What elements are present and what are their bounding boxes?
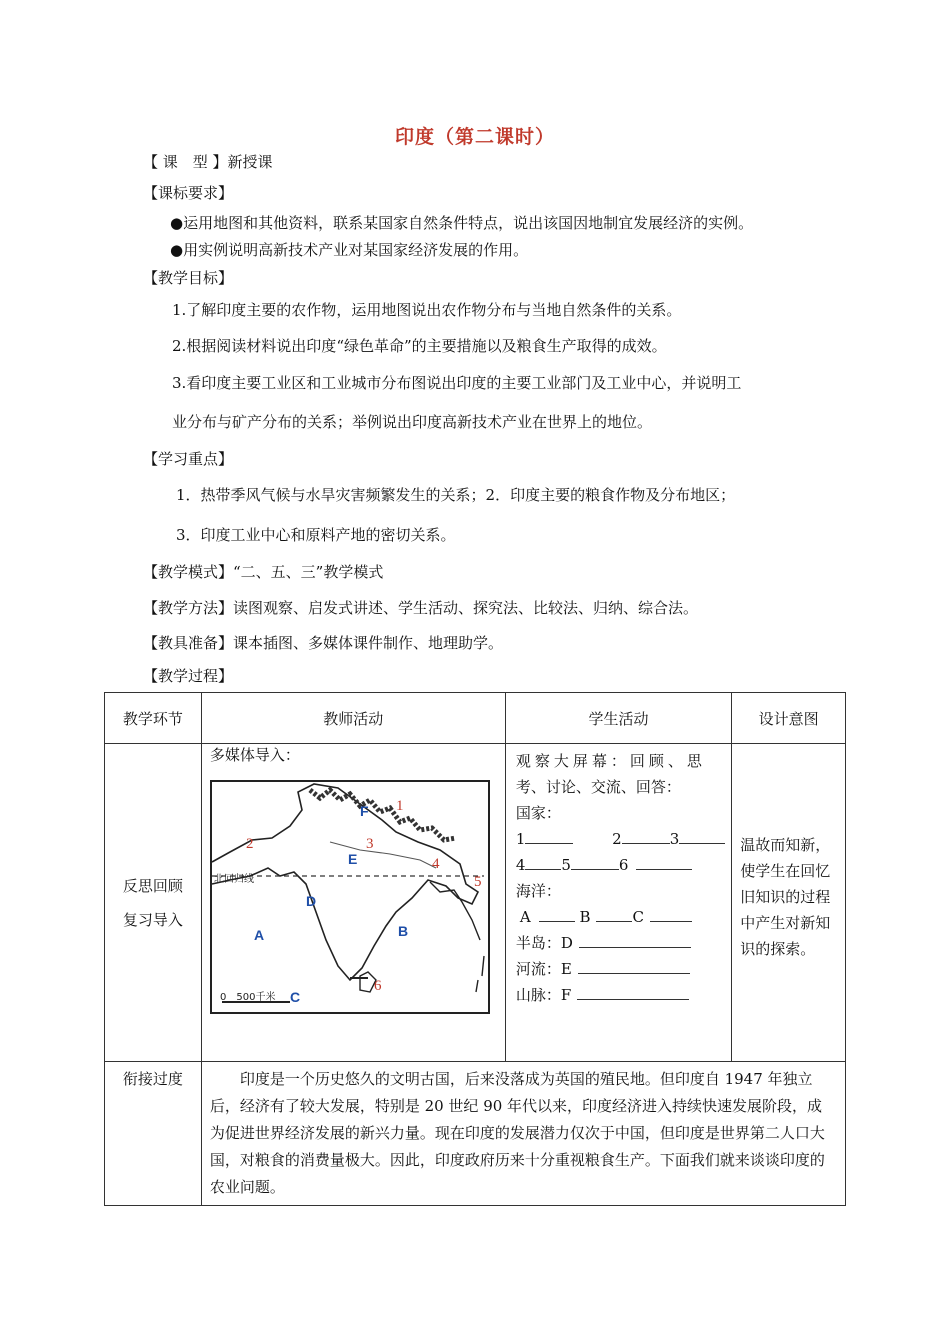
india-map (210, 780, 492, 1016)
ocean-label: 海洋： (515, 882, 561, 900)
teacher-cell (201, 744, 505, 1062)
mountain-label: 山脉：F (515, 986, 572, 1004)
intent-line: 中产生对新知 (740, 914, 831, 932)
objective-item: 业分布与矿产分布的关系；举例说出印度高新技术产业在世界上的地位。 (172, 413, 653, 431)
map-label-a: A (253, 927, 264, 943)
intent-line: 温故而知新， (740, 836, 831, 854)
methods-label: 【教学方法】 (143, 599, 234, 617)
ocean-blanks (516, 904, 725, 930)
blank-number: A (519, 908, 531, 926)
map-number-5: 5 (473, 874, 482, 890)
blank-number: 2 (612, 830, 622, 848)
objective-item: 2.根据阅读材料说出印度“绿色革命”的主要措施以及粮食生产取得的成效。 (172, 337, 667, 355)
map-label-c: C (289, 989, 300, 1005)
answer-blank[interactable] (577, 985, 689, 1000)
answer-blank[interactable] (622, 829, 670, 844)
map-label-e: E (347, 851, 358, 867)
map-number-3: 3 (365, 836, 374, 852)
answer-blank[interactable] (650, 907, 692, 922)
header-cell: 教师活动 (201, 693, 505, 744)
answer-blank[interactable] (539, 907, 575, 922)
answer-blank[interactable] (525, 855, 561, 870)
mountain-row (516, 982, 725, 1008)
answer-blank[interactable] (596, 907, 632, 922)
stage-line: 复习导入 (122, 910, 183, 929)
teaching-process-table (104, 692, 846, 1206)
teaching-methods (143, 598, 698, 618)
blank-number: 5 (561, 856, 571, 874)
student-intro: 观察大屏幕：回顾、思 (515, 752, 706, 770)
page-title: 印度（第二课时） (394, 126, 555, 148)
map-number-2: 2 (245, 836, 254, 852)
header-cell: 教学环节 (105, 693, 202, 744)
course-type-value: 新授课 (227, 153, 273, 171)
header-cell: 设计意图 (732, 693, 846, 744)
stage-cell (105, 744, 202, 1062)
key-point-item: 1．热带季风气候与水旱灾害频繁发生的关系；2．印度主要的粮食作物及分布地区； (176, 486, 736, 504)
country-blanks-row1 (516, 826, 725, 852)
teacher-activity: 多媒体导入： (209, 746, 300, 764)
objective-item: 3.看印度主要工业区和工业城市分布图说出印度的主要工业部门及工业中心，并说明工 (172, 374, 742, 392)
tropic-label: 北回归线 (213, 874, 254, 885)
stage-line: 反思回顾 (122, 876, 183, 895)
map-number-6: 6 (373, 978, 382, 994)
country-blanks-row2 (516, 852, 725, 878)
tools-label: 【教具准备】 (143, 634, 234, 652)
course-type-label: 【 课 型 】 (143, 153, 228, 171)
key-point-item: 3．印度工业中心和原料产地的密切关系。 (176, 526, 456, 544)
intent-line: 使学生在回忆 (740, 862, 831, 880)
answer-blank[interactable] (571, 855, 619, 870)
answer-blank[interactable] (636, 855, 692, 870)
scale-label: 0 500千米 (219, 992, 276, 1003)
mode-value: “二、五、三”教学模式 (233, 563, 384, 581)
peninsula-label: 半岛：D (515, 934, 573, 952)
river-label: 河流：E (515, 960, 572, 978)
student-intro: 考、讨论、交流、回答： (515, 778, 681, 796)
peninsula-row (516, 930, 725, 956)
mode-label: 【教学模式】 (143, 563, 234, 581)
objectives-heading: 【教学目标】 (143, 269, 234, 287)
map-label-f: F (359, 803, 369, 819)
teaching-tools (143, 633, 503, 653)
intent-line: 识的探索。 (740, 940, 816, 958)
river-row (516, 956, 725, 982)
transition-text: 印度是一个历史悠久的文明古国，后来没落成为英国的殖民地。但印度自 1947 年独立后，经济有了较大发展，特别是 20 世纪 90 年代以来，印度经济进入持续快速发展阶段，成为促进世界经济发展的新兴力量。现在印度的发展潜力仅次于中国，但印度是世界第二人口大国，对粮食的消费量极大。因此，印度政府历来十分重视粮食生产。下面我们就来谈谈印度的农业问题。 (201, 1062, 845, 1206)
course-type (143, 152, 273, 172)
standards-heading: 【课标要求】 (143, 184, 234, 202)
standard-item: ●运用地图和其他资料，联系某国家自然条件特点，说出该国因地制宜发展经济的实例。 (170, 214, 754, 232)
blank-number: 1 (515, 830, 526, 848)
stage-cell: 衔接过度 (105, 1062, 202, 1206)
table-header-row (105, 693, 846, 744)
table-row (105, 1062, 846, 1206)
intent-cell (732, 744, 846, 1062)
answer-blank[interactable] (578, 959, 690, 974)
student-cell (505, 744, 731, 1062)
key-points-heading: 【学习重点】 (143, 450, 234, 468)
intent-line: 旧知识的过程 (740, 888, 831, 906)
answer-blank[interactable] (525, 829, 573, 844)
map-number-1: 1 (395, 798, 404, 814)
blank-number: C (632, 908, 644, 926)
tools-value: 课本插图、多媒体课件制作、地理助学。 (233, 634, 504, 652)
header-cell: 学生活动 (505, 693, 731, 744)
blank-number: 4 (515, 856, 526, 874)
blank-number: 3 (669, 830, 680, 848)
blank-number: B (579, 908, 591, 926)
methods-value: 读图观察、启发式讲述、学生活动、探究法、比较法、归纳、综合法。 (233, 599, 699, 617)
answer-blank[interactable] (579, 933, 691, 948)
answer-blank[interactable] (679, 829, 725, 844)
country-label: 国家： (515, 804, 561, 822)
standard-item: ●用实例说明高新技术产业对某国家经济发展的作用。 (170, 241, 529, 259)
map-number-4: 4 (431, 856, 440, 872)
table-row (105, 744, 846, 1062)
teaching-mode (143, 562, 383, 582)
objective-item: 1.了解印度主要的农作物，运用地图说出农作物分布与当地自然条件的关系。 (172, 301, 682, 319)
process-heading: 【教学过程】 (143, 667, 234, 685)
map-label-b: B (397, 923, 408, 939)
map-label-d: D (305, 893, 316, 909)
blank-number: 6 (618, 856, 629, 874)
